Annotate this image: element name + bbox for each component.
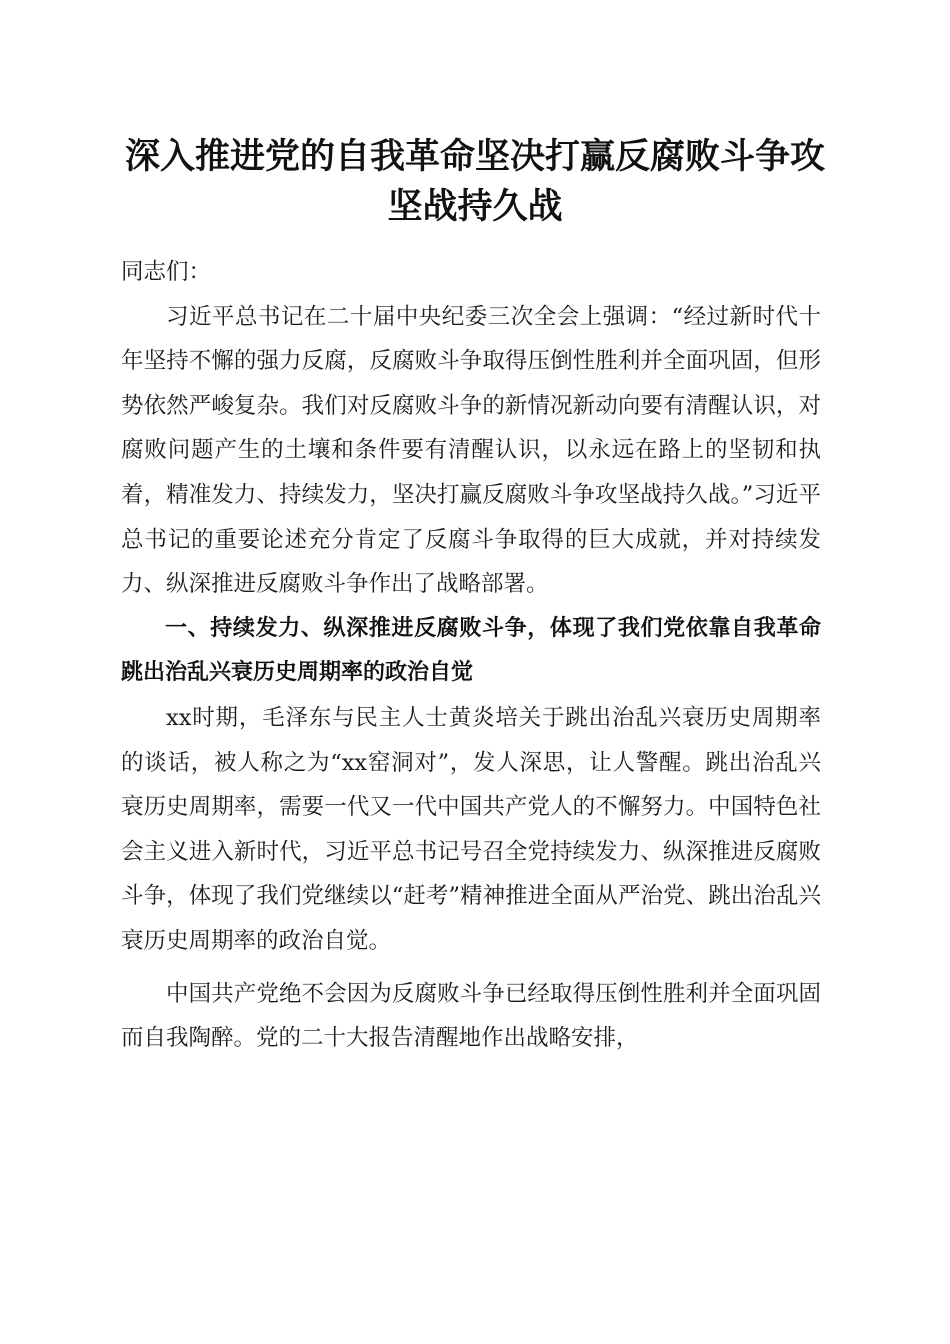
title-line-2: 坚战持久战 [387,186,563,227]
title-line-1: 深入推进党的自我革命坚决打赢反腐败斗争攻 [124,136,825,177]
paragraph-2: xx时期，毛泽东与民主人士黄炎培关于跳出治乱兴衰历史周期率的谈话，被人称之为“xx窑洞对”，发人深思，让人警醒。跳出治乱兴衰历史周期率，需要一代又一代中国共产党人的不懈努力。中国特色社会主义进入新时代，习近平总书记号召全党持续发力、纵深推进反腐败斗争，体现了我们党继续以“赶考”精神推进全面从严治党、跳出治乱兴衰历史周期率的政治自觉。 [121,704,821,954]
paragraph-3: 中国共产党绝不会因为反腐败斗争已经取得压倒性胜利并全面巩固而自我陶醉。党的二十大报告清醒地作出战略安排， [121,980,821,1052]
document-body [121,250,821,1061]
salutation: 同志们： [121,259,212,285]
section-heading-1: 一、持续发力、纵深推进反腐败斗争，体现了我们党依靠自我革命跳出治乱兴衰历史周期率的政治自觉 [121,615,821,686]
document-title [100,132,850,232]
paragraph-1: 习近平总书记在二十届中央纪委三次全会上强调：“经过新时代十年坚持不懈的强力反腐，反腐败斗争取得压倒性胜利并全面巩固，但形势依然严峻复杂。我们对反腐败斗争的新情况新动向要有清醒认识，对腐败问题产生的土壤和条件要有清醒认识，以永远在路上的坚韧和执着，精准发力、持续发力，坚决打赢反腐败斗争攻坚战持久战。”习近平总书记的重要论述充分肯定了反腐斗争取得的巨大成就，并对持续发力、纵深推进反腐败斗争作出了战略部署。 [121,303,821,598]
